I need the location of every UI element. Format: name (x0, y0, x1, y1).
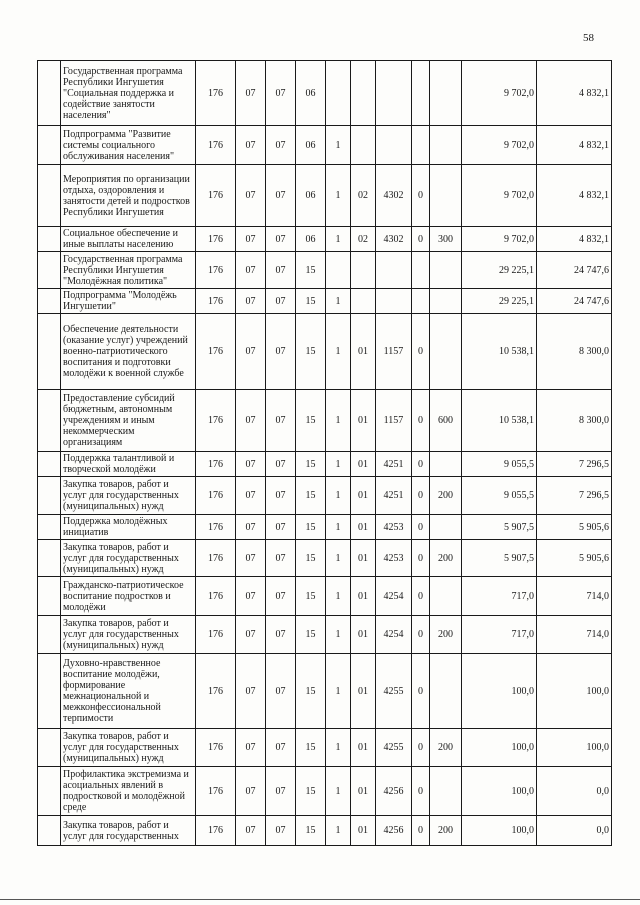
code-direction: 4253 (376, 515, 412, 540)
amount-planned: 9 702,0 (462, 227, 537, 252)
code-direction (376, 61, 412, 126)
amount-executed: 8 300,0 (537, 390, 612, 452)
table-row (38, 767, 612, 816)
amount-planned: 100,0 (462, 654, 537, 729)
amount-planned: 717,0 (462, 577, 537, 616)
amount-executed: 100,0 (537, 729, 612, 767)
code-section: 07 (236, 515, 266, 540)
table-row (38, 165, 612, 227)
row-name: Духовно-нравственное воспитание молодёжи, формирование межнациональной и межконфессиональной терпимости (61, 654, 196, 729)
blank-cell (38, 767, 61, 816)
code-sub: 0 (412, 729, 430, 767)
table-row (38, 616, 612, 654)
code-ministry: 176 (196, 654, 236, 729)
amount-executed: 24 747,6 (537, 289, 612, 314)
amount-planned: 9 702,0 (462, 126, 537, 165)
code-event (351, 126, 376, 165)
code-direction: 4251 (376, 477, 412, 515)
code-direction: 4256 (376, 816, 412, 846)
amount-planned: 9 055,5 (462, 477, 537, 515)
code-ministry: 176 (196, 227, 236, 252)
blank-cell (38, 540, 61, 577)
code-direction: 1157 (376, 390, 412, 452)
blank-cell (38, 61, 61, 126)
code-direction: 1157 (376, 314, 412, 390)
code-subsection: 07 (266, 816, 296, 846)
amount-planned: 29 225,1 (462, 289, 537, 314)
code-subsection: 07 (266, 540, 296, 577)
code-subsection: 07 (266, 390, 296, 452)
code-event: 01 (351, 540, 376, 577)
row-name: Закупка товаров, работ и услуг для государственных (муниципальных) нужд (61, 729, 196, 767)
amount-executed: 7 296,5 (537, 452, 612, 477)
code-section: 07 (236, 540, 266, 577)
code-expense-type: 600 (430, 390, 462, 452)
code-section: 07 (236, 61, 266, 126)
code-program: 15 (296, 515, 326, 540)
code-program: 15 (296, 477, 326, 515)
blank-cell (38, 729, 61, 767)
code-program: 15 (296, 767, 326, 816)
code-direction: 4255 (376, 729, 412, 767)
amount-executed: 4 832,1 (537, 61, 612, 126)
code-event: 01 (351, 515, 376, 540)
code-event: 02 (351, 165, 376, 227)
code-program: 06 (296, 227, 326, 252)
code-subsection: 07 (266, 61, 296, 126)
code-sub (412, 126, 430, 165)
code-subprogram (326, 252, 351, 289)
code-subprogram: 1 (326, 729, 351, 767)
amount-planned: 29 225,1 (462, 252, 537, 289)
code-subprogram: 1 (326, 515, 351, 540)
code-direction: 4254 (376, 616, 412, 654)
code-sub: 0 (412, 540, 430, 577)
code-expense-type (430, 126, 462, 165)
code-subprogram: 1 (326, 577, 351, 616)
blank-cell (38, 452, 61, 477)
code-ministry: 176 (196, 729, 236, 767)
code-sub: 0 (412, 314, 430, 390)
table-row (38, 252, 612, 289)
row-name: Государственная программа Республики Ингушетия "Молодёжная политика" (61, 252, 196, 289)
code-subsection: 07 (266, 314, 296, 390)
row-name: Закупка товаров, работ и услуг для государственных (муниципальных) нужд (61, 540, 196, 577)
blank-cell (38, 390, 61, 452)
code-expense-type (430, 252, 462, 289)
code-expense-type: 200 (430, 616, 462, 654)
code-ministry: 176 (196, 126, 236, 165)
code-event: 01 (351, 616, 376, 654)
blank-cell (38, 289, 61, 314)
code-sub: 0 (412, 390, 430, 452)
code-event (351, 252, 376, 289)
code-event: 01 (351, 816, 376, 846)
code-event: 01 (351, 577, 376, 616)
code-subprogram: 1 (326, 227, 351, 252)
code-direction (376, 252, 412, 289)
code-sub: 0 (412, 616, 430, 654)
code-subsection: 07 (266, 452, 296, 477)
blank-cell (38, 477, 61, 515)
code-expense-type: 200 (430, 816, 462, 846)
table-row (38, 314, 612, 390)
code-subprogram: 1 (326, 126, 351, 165)
amount-executed: 5 905,6 (537, 540, 612, 577)
amount-planned: 10 538,1 (462, 314, 537, 390)
code-program: 15 (296, 452, 326, 477)
code-expense-type (430, 515, 462, 540)
table-row (38, 390, 612, 452)
amount-planned: 5 907,5 (462, 515, 537, 540)
code-direction: 4302 (376, 227, 412, 252)
code-section: 07 (236, 314, 266, 390)
amount-planned: 10 538,1 (462, 390, 537, 452)
code-event: 01 (351, 390, 376, 452)
code-direction: 4255 (376, 654, 412, 729)
row-name: Закупка товаров, работ и услуг для государственных (муниципальных) нужд (61, 477, 196, 515)
blank-cell (38, 515, 61, 540)
table-row (38, 577, 612, 616)
code-event: 01 (351, 654, 376, 729)
blank-cell (38, 616, 61, 654)
row-name: Предоставление субсидий бюджетным, автономным учреждениям и иным некоммерческим организациям (61, 390, 196, 452)
code-subsection: 07 (266, 126, 296, 165)
code-ministry: 176 (196, 577, 236, 616)
table-row (38, 61, 612, 126)
code-sub: 0 (412, 767, 430, 816)
code-program: 15 (296, 816, 326, 846)
amount-planned: 717,0 (462, 616, 537, 654)
code-ministry: 176 (196, 515, 236, 540)
code-section: 07 (236, 577, 266, 616)
code-section: 07 (236, 390, 266, 452)
row-name: Подпрограмма "Молодёжь Ингушетии" (61, 289, 196, 314)
amount-executed: 4 832,1 (537, 126, 612, 165)
code-ministry: 176 (196, 477, 236, 515)
code-subsection: 07 (266, 477, 296, 515)
code-program: 15 (296, 289, 326, 314)
code-event (351, 61, 376, 126)
code-section: 07 (236, 477, 266, 515)
code-direction: 4256 (376, 767, 412, 816)
code-section: 07 (236, 616, 266, 654)
blank-cell (38, 577, 61, 616)
code-ministry: 176 (196, 61, 236, 126)
code-expense-type (430, 577, 462, 616)
code-program: 15 (296, 616, 326, 654)
code-program: 15 (296, 540, 326, 577)
table-row (38, 452, 612, 477)
code-expense-type (430, 289, 462, 314)
blank-cell (38, 252, 61, 289)
code-ministry: 176 (196, 390, 236, 452)
amount-executed: 8 300,0 (537, 314, 612, 390)
table-row (38, 540, 612, 577)
code-subprogram (326, 61, 351, 126)
code-ministry: 176 (196, 452, 236, 477)
row-name: Государственная программа Республики Ингушетия "Социальная поддержка и содействие занятости населения" (61, 61, 196, 126)
code-program: 06 (296, 126, 326, 165)
row-name: Поддержка талантливой и творческой молодёжи (61, 452, 196, 477)
code-direction: 4254 (376, 577, 412, 616)
code-direction (376, 126, 412, 165)
code-event: 02 (351, 227, 376, 252)
amount-executed: 4 832,1 (537, 227, 612, 252)
code-section: 07 (236, 654, 266, 729)
code-subsection: 07 (266, 729, 296, 767)
code-section: 07 (236, 227, 266, 252)
code-program: 06 (296, 165, 326, 227)
blank-cell (38, 126, 61, 165)
code-subprogram: 1 (326, 616, 351, 654)
code-section: 07 (236, 289, 266, 314)
row-name: Гражданско-патриотическое воспитание подростков и молодёжи (61, 577, 196, 616)
table-row (38, 816, 612, 846)
code-expense-type (430, 767, 462, 816)
code-expense-type (430, 165, 462, 227)
code-program: 15 (296, 252, 326, 289)
code-subsection: 07 (266, 515, 296, 540)
code-direction: 4251 (376, 452, 412, 477)
code-subsection: 07 (266, 616, 296, 654)
code-sub: 0 (412, 227, 430, 252)
code-sub: 0 (412, 452, 430, 477)
code-expense-type (430, 314, 462, 390)
code-event: 01 (351, 314, 376, 390)
code-section: 07 (236, 126, 266, 165)
row-name: Поддержка молодёжных инициатив (61, 515, 196, 540)
code-expense-type: 300 (430, 227, 462, 252)
row-name: Социальное обеспечение и иные выплаты населению (61, 227, 196, 252)
page-bottom-rule (0, 899, 640, 900)
code-subsection: 07 (266, 252, 296, 289)
amount-planned: 9 702,0 (462, 165, 537, 227)
code-section: 07 (236, 767, 266, 816)
code-program: 15 (296, 390, 326, 452)
blank-cell (38, 314, 61, 390)
table-row (38, 126, 612, 165)
code-expense-type: 200 (430, 540, 462, 577)
amount-executed: 714,0 (537, 577, 612, 616)
amount-planned: 100,0 (462, 816, 537, 846)
code-ministry: 176 (196, 540, 236, 577)
code-subprogram: 1 (326, 540, 351, 577)
code-program: 15 (296, 577, 326, 616)
code-event: 01 (351, 729, 376, 767)
code-expense-type (430, 452, 462, 477)
code-expense-type (430, 61, 462, 126)
code-subprogram: 1 (326, 654, 351, 729)
amount-planned: 100,0 (462, 729, 537, 767)
amount-executed: 714,0 (537, 616, 612, 654)
amount-planned: 9 055,5 (462, 452, 537, 477)
code-direction: 4253 (376, 540, 412, 577)
code-expense-type (430, 654, 462, 729)
code-ministry: 176 (196, 252, 236, 289)
code-direction (376, 289, 412, 314)
amount-executed: 0,0 (537, 767, 612, 816)
amount-executed: 5 905,6 (537, 515, 612, 540)
amount-executed: 0,0 (537, 816, 612, 846)
code-sub (412, 252, 430, 289)
code-event (351, 289, 376, 314)
code-subsection: 07 (266, 767, 296, 816)
code-direction: 4302 (376, 165, 412, 227)
code-sub: 0 (412, 577, 430, 616)
code-section: 07 (236, 452, 266, 477)
code-program: 15 (296, 654, 326, 729)
code-ministry: 176 (196, 616, 236, 654)
amount-executed: 7 296,5 (537, 477, 612, 515)
code-sub: 0 (412, 165, 430, 227)
code-subprogram: 1 (326, 165, 351, 227)
code-ministry: 176 (196, 816, 236, 846)
amount-planned: 5 907,5 (462, 540, 537, 577)
table-row (38, 289, 612, 314)
code-subprogram: 1 (326, 767, 351, 816)
code-subprogram: 1 (326, 816, 351, 846)
code-expense-type: 200 (430, 729, 462, 767)
code-subsection: 07 (266, 577, 296, 616)
blank-cell (38, 165, 61, 227)
blank-cell (38, 654, 61, 729)
code-subprogram: 1 (326, 477, 351, 515)
row-name: Мероприятия по организации отдыха, оздоровления и занятости детей и подростков Республики Ингушетия (61, 165, 196, 227)
row-name: Закупка товаров, работ и услуг для государственных (муниципальных) нужд (61, 616, 196, 654)
code-section: 07 (236, 165, 266, 227)
code-expense-type: 200 (430, 477, 462, 515)
budget-table (37, 60, 612, 846)
row-name: Подпрограмма "Развитие системы социального обслуживания населения" (61, 126, 196, 165)
code-sub (412, 289, 430, 314)
code-subprogram: 1 (326, 452, 351, 477)
blank-cell (38, 816, 61, 846)
amount-executed: 100,0 (537, 654, 612, 729)
code-subsection: 07 (266, 165, 296, 227)
code-event: 01 (351, 767, 376, 816)
code-subsection: 07 (266, 654, 296, 729)
code-event: 01 (351, 477, 376, 515)
table-row (38, 654, 612, 729)
amount-executed: 24 747,6 (537, 252, 612, 289)
code-program: 15 (296, 314, 326, 390)
amount-executed: 4 832,1 (537, 165, 612, 227)
code-sub: 0 (412, 654, 430, 729)
code-subprogram: 1 (326, 289, 351, 314)
code-sub: 0 (412, 477, 430, 515)
page-number: 58 (583, 32, 594, 44)
code-sub (412, 61, 430, 126)
code-ministry: 176 (196, 767, 236, 816)
code-section: 07 (236, 252, 266, 289)
code-subprogram: 1 (326, 314, 351, 390)
row-name: Закупка товаров, работ и услуг для государственных (61, 816, 196, 846)
table-row (38, 477, 612, 515)
amount-planned: 100,0 (462, 767, 537, 816)
code-program: 15 (296, 729, 326, 767)
table-row (38, 227, 612, 252)
row-name: Обеспечение деятельности (оказание услуг) учреждений военно-патриотического воспитания и подготовки молодёжи к военной службе (61, 314, 196, 390)
code-section: 07 (236, 816, 266, 846)
code-sub: 0 (412, 816, 430, 846)
table-row (38, 515, 612, 540)
code-subsection: 07 (266, 289, 296, 314)
code-sub: 0 (412, 515, 430, 540)
code-program: 06 (296, 61, 326, 126)
code-subsection: 07 (266, 227, 296, 252)
code-ministry: 176 (196, 314, 236, 390)
table-row (38, 729, 612, 767)
code-section: 07 (236, 729, 266, 767)
blank-cell (38, 227, 61, 252)
amount-planned: 9 702,0 (462, 61, 537, 126)
code-subprogram: 1 (326, 390, 351, 452)
code-ministry: 176 (196, 289, 236, 314)
row-name: Профилактика экстремизма и асоциальных явлений в подростковой и молодёжной среде (61, 767, 196, 816)
code-ministry: 176 (196, 165, 236, 227)
code-event: 01 (351, 452, 376, 477)
